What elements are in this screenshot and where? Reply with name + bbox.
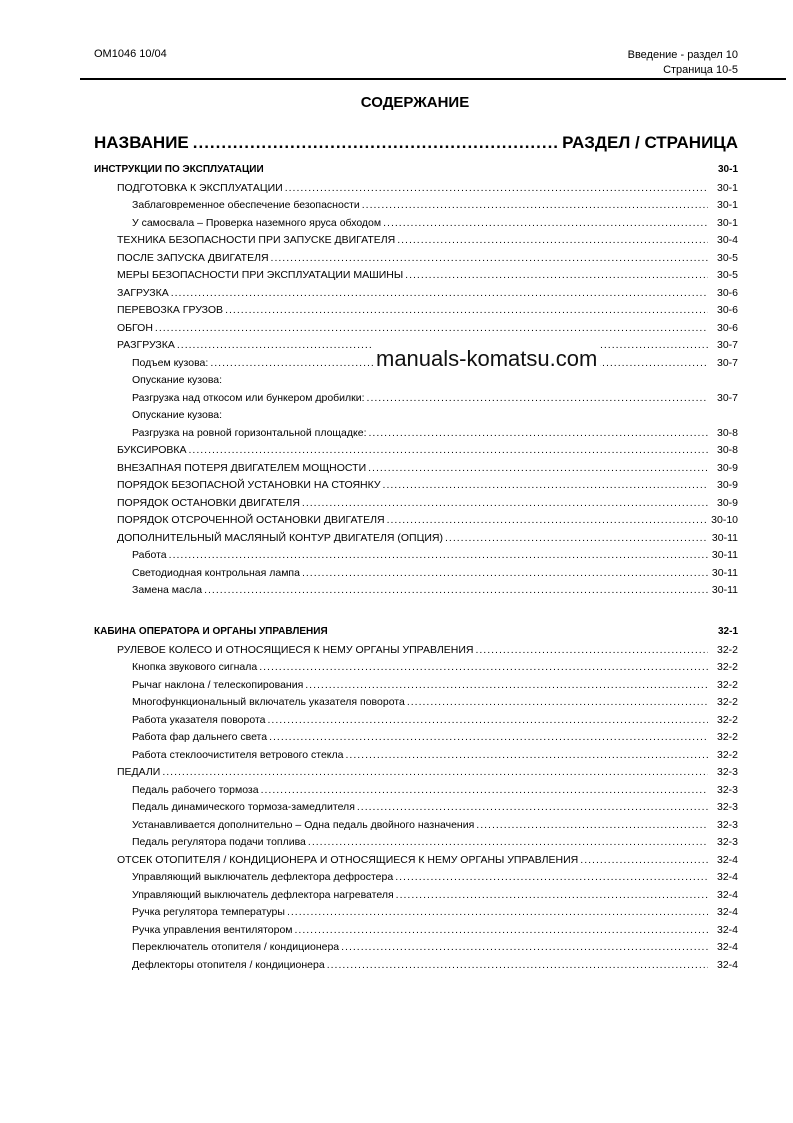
leader-dots bbox=[259, 661, 708, 673]
toc-entry-title: Педаль регулятора подачи топлива bbox=[132, 836, 306, 848]
toc-entry[interactable] bbox=[94, 696, 738, 714]
leader-dots bbox=[169, 549, 708, 561]
toc-entry[interactable] bbox=[94, 462, 738, 480]
toc-entry-page: 30-5 bbox=[716, 251, 738, 264]
toc-entry-title: ПОРЯДОК БЕЗОПАСНОЙ УСТАНОВКИ НА СТОЯНКУ bbox=[117, 479, 381, 491]
toc-entry-title: ВНЕЗАПНАЯ ПОТЕРЯ ДВИГАТЕЛЕМ МОЩНОСТИ bbox=[117, 461, 367, 474]
leader-dots bbox=[302, 497, 708, 509]
toc-entry-page: 30-1 bbox=[716, 216, 738, 229]
toc-entry-page: 32-2 bbox=[716, 731, 738, 743]
leader-dots bbox=[580, 854, 708, 866]
toc-entry-page: 32-3 bbox=[716, 766, 738, 778]
toc-entry-title: ОТСЕК ОТОПИТЕЛЯ / КОНДИЦИОНЕРА И ОТНОСЯЩИЕСЯ К НЕМУ ОРГАНЫ УПРАВЛЕНИЯ bbox=[117, 853, 579, 866]
toc-entry[interactable] bbox=[94, 567, 738, 585]
leader-dots bbox=[225, 304, 708, 316]
leader-dots bbox=[445, 532, 708, 544]
toc-entry[interactable] bbox=[94, 679, 738, 697]
leader-dots bbox=[383, 479, 708, 491]
toc-entry-title: Переключатель отопителя / кондиционера bbox=[132, 941, 340, 953]
leader-dots bbox=[204, 584, 708, 596]
toc-entry-title: Управляющий выключатель дефлектора нагревателя bbox=[132, 888, 394, 901]
toc-entry-page: 32-2 bbox=[716, 696, 738, 708]
toc-entry-page: 32-4 bbox=[716, 853, 738, 866]
toc-entry-page: 30-10 bbox=[711, 514, 738, 526]
toc-entry-title: МЕРЫ БЕЗОПАСНОСТИ ПРИ ЭКСПЛУАТАЦИИ МАШИНЫ bbox=[117, 269, 404, 281]
toc-entry-title: ПЕДАЛИ bbox=[117, 766, 161, 778]
toc-entry-page: 30-6 bbox=[716, 321, 738, 334]
toc-entry-title: ИНСТРУКЦИИ ПО ЭКСПЛУАТАЦИИ bbox=[94, 164, 264, 175]
toc-entry[interactable] bbox=[94, 801, 738, 819]
header-rule bbox=[80, 78, 786, 80]
toc-entry-page: 30-1 bbox=[716, 199, 738, 211]
toc-entry-page: 32-2 bbox=[716, 643, 738, 656]
toc-entry[interactable] bbox=[94, 269, 738, 287]
toc-entry[interactable] bbox=[94, 479, 738, 497]
toc-entry-title: Работа фар дальнего света bbox=[132, 731, 268, 743]
toc-entry-title: ПОСЛЕ ЗАПУСКА ДВИГАТЕЛЯ bbox=[117, 251, 269, 264]
section-line: Введение - раздел 10 bbox=[627, 49, 738, 61]
leader-dots bbox=[396, 889, 708, 901]
page-title: СОДЕРЖАНИЕ bbox=[360, 94, 470, 111]
toc-entry-page: 32-3 bbox=[716, 836, 738, 848]
toc-entry-page: 30-6 bbox=[716, 304, 738, 316]
toc-entry-page: 30-5 bbox=[716, 269, 738, 281]
toc-entry-page: 30-4 bbox=[716, 234, 738, 246]
toc-entry-page: 32-2 bbox=[716, 678, 738, 691]
toc-section-heading[interactable] bbox=[94, 626, 738, 644]
toc-entry[interactable] bbox=[94, 497, 738, 515]
leader-dots bbox=[269, 731, 708, 743]
toc-section-heading[interactable] bbox=[94, 164, 738, 182]
leader-dots bbox=[476, 819, 708, 831]
toc-entry-page: 32-4 bbox=[716, 906, 738, 918]
toc-entry-page: 32-3 bbox=[716, 783, 738, 796]
toc-entry-page: 30-11 bbox=[711, 549, 738, 561]
toc-section-operating-instructions bbox=[94, 164, 738, 602]
toc-entry[interactable] bbox=[94, 392, 738, 410]
toc-entry[interactable] bbox=[94, 854, 738, 872]
column-header bbox=[94, 133, 738, 155]
toc-entry[interactable] bbox=[94, 427, 738, 445]
toc-entry[interactable] bbox=[94, 959, 738, 977]
toc-entry-title: РАЗГРУЗКА bbox=[117, 339, 175, 351]
running-header bbox=[628, 48, 738, 78]
toc-entry-page: 32-4 bbox=[716, 888, 738, 901]
toc-entry[interactable] bbox=[94, 409, 738, 427]
toc-entry-title: Многофункциональный включатель указателя поворота bbox=[132, 696, 405, 708]
toc-entry[interactable] bbox=[94, 374, 738, 392]
leader-dots bbox=[302, 567, 708, 579]
toc-entry-page: 32-4 bbox=[716, 958, 738, 971]
leader-dots bbox=[295, 924, 708, 936]
toc-entry-title: Кнопка звукового сигнала bbox=[132, 661, 258, 673]
leader-dots bbox=[395, 871, 708, 883]
toc-entry-title: Работа стеклоочистителя ветрового стекла bbox=[132, 748, 344, 761]
toc-entry-title: Дефлекторы отопителя / кондиционера bbox=[132, 958, 325, 971]
toc-entry[interactable] bbox=[94, 304, 738, 322]
leader-dots bbox=[271, 252, 708, 264]
toc-entry[interactable] bbox=[94, 322, 738, 340]
toc-entry-page: 32-4 bbox=[716, 941, 738, 953]
page-line: Страница 10-5 bbox=[663, 64, 738, 76]
toc-entry[interactable] bbox=[94, 182, 738, 200]
toc-entry[interactable] bbox=[94, 924, 738, 942]
leader-dots bbox=[397, 234, 708, 246]
toc-entry-title: ПЕРЕВОЗКА ГРУЗОВ bbox=[117, 304, 224, 316]
toc-entry-page: 32-3 bbox=[716, 801, 738, 813]
toc-entry-page: 32-3 bbox=[716, 818, 738, 831]
leader-dots bbox=[155, 322, 708, 334]
leader-dots bbox=[387, 514, 708, 526]
toc-entry-page: 30-7 bbox=[716, 356, 738, 369]
toc-entry-page: 30-11 bbox=[711, 566, 738, 579]
toc-entry-title: ПОРЯДОК ОСТАНОВКИ ДВИГАТЕЛЯ bbox=[117, 496, 300, 509]
leader-dots bbox=[405, 269, 708, 281]
leader-dots bbox=[367, 392, 708, 404]
toc-entry-title: Светодиодная контрольная лампа bbox=[132, 566, 300, 579]
toc-entry-title: Опускание кузова: bbox=[132, 409, 223, 421]
toc-entry[interactable] bbox=[94, 766, 738, 784]
toc-entry-page: 32-4 bbox=[716, 923, 738, 936]
toc-entry[interactable] bbox=[94, 819, 738, 837]
toc-entry-title: Опускание кузова: bbox=[132, 374, 223, 386]
leader-dots bbox=[261, 784, 708, 796]
toc-entry-title: ТЕХНИКА БЕЗОПАСНОСТИ ПРИ ЗАПУСКЕ ДВИГАТЕЛЯ bbox=[117, 234, 396, 246]
toc-entry[interactable] bbox=[94, 836, 738, 854]
toc-entry-title: У самосвала – Проверка наземного яруса обходом bbox=[132, 216, 382, 229]
toc-entry[interactable] bbox=[94, 731, 738, 749]
toc-entry[interactable] bbox=[94, 749, 738, 767]
leader-dots bbox=[475, 644, 708, 656]
toc-entry[interactable] bbox=[94, 871, 738, 889]
leader-dots bbox=[285, 182, 708, 194]
toc-entry-title: Рычаг наклона / телескопирования bbox=[132, 678, 304, 691]
toc-entry-title: Ручка управления вентилятором bbox=[132, 923, 293, 936]
toc-entry-page: 32-2 bbox=[716, 713, 738, 726]
toc-entry-page: 30-7 bbox=[716, 391, 738, 404]
toc-entry[interactable] bbox=[94, 444, 738, 462]
leader-dots bbox=[383, 217, 708, 229]
toc-entry-title: Управляющий выключатель дефлектора дефростера bbox=[132, 871, 394, 883]
toc-entry-title: Подъем кузова: bbox=[132, 356, 209, 369]
toc-entry-title: Педаль рабочего тормоза bbox=[132, 783, 259, 796]
toc-entry-title: Разгрузка над откосом или бункером дробилки: bbox=[132, 391, 365, 404]
toc-entry[interactable] bbox=[94, 784, 738, 802]
leader-dots bbox=[341, 941, 708, 953]
leader-dots bbox=[287, 906, 708, 918]
leader-dots bbox=[345, 749, 708, 761]
toc-entry-title: Разгрузка на ровной горизонтальной площадке: bbox=[132, 426, 367, 439]
toc-entry-title: КАБИНА ОПЕРАТОРА И ОРГАНЫ УПРАВЛЕНИЯ bbox=[94, 626, 328, 637]
toc-entry[interactable] bbox=[94, 941, 738, 959]
leader-dots bbox=[407, 696, 708, 708]
toc-entry-page: 30-9 bbox=[716, 496, 738, 509]
toc-entry-title: БУКСИРОВКА bbox=[117, 444, 187, 456]
leader-dots bbox=[368, 462, 708, 474]
toc-entry-title: Педаль динамического тормоза-замедлителя bbox=[132, 801, 355, 813]
toc-entry-page: 30-9 bbox=[716, 479, 738, 491]
toc-entry-title: Работа указателя поворота bbox=[132, 713, 266, 726]
toc-entry[interactable] bbox=[94, 252, 738, 270]
leader-dots bbox=[189, 444, 708, 456]
column-name-label: НАЗВАНИЕ bbox=[94, 133, 189, 152]
toc-entry-title: ЗАГРУЗКА bbox=[117, 286, 169, 299]
column-section-page-label: РАЗДЕЛ / СТРАНИЦА bbox=[562, 133, 738, 152]
toc-entry-page: 32-2 bbox=[716, 661, 738, 673]
toc-entry-title: Устанавливается дополнительно – Одна педаль двойного назначения bbox=[132, 818, 475, 831]
toc-entry-page: 30-9 bbox=[716, 461, 738, 474]
toc-entry-page: 30-6 bbox=[716, 286, 738, 299]
watermark: manuals-komatsu.com bbox=[373, 346, 600, 372]
toc-entry-page: 30-8 bbox=[716, 426, 738, 439]
toc-entry-title: Работа bbox=[132, 549, 167, 561]
toc-entry-title: Заблаговременное обеспечение безопасности bbox=[132, 199, 360, 211]
toc-entry[interactable] bbox=[94, 644, 738, 662]
toc-section-operator-cab bbox=[94, 626, 738, 976]
toc-entry-title: Ручка регулятора температуры bbox=[132, 906, 285, 918]
toc-entry-page: 32-2 bbox=[716, 748, 738, 761]
leader-dots bbox=[327, 959, 708, 971]
toc-entry[interactable] bbox=[94, 514, 738, 532]
toc-entry[interactable] bbox=[94, 532, 738, 550]
leader-dots bbox=[268, 714, 708, 726]
toc-entry-page: 30-11 bbox=[711, 584, 738, 596]
toc-entry[interactable] bbox=[94, 584, 738, 602]
leader-dots bbox=[171, 287, 708, 299]
leader-dots bbox=[362, 199, 708, 211]
leader-dots bbox=[162, 766, 708, 778]
toc-entry[interactable] bbox=[94, 714, 738, 732]
toc-entry[interactable] bbox=[94, 549, 738, 567]
toc-entry-title: Замена масла bbox=[132, 584, 203, 596]
toc-entry-title: РУЛЕВОЕ КОЛЕСО И ОТНОСЯЩИЕСЯ К НЕМУ ОРГАНЫ УПРАВЛЕНИЯ bbox=[117, 643, 474, 656]
document-code: OM1046 10/04 bbox=[94, 48, 167, 60]
toc-entry-title: ДОПОЛНИТЕЛЬНЫЙ МАСЛЯНЫЙ КОНТУР ДВИГАТЕЛЯ (ОПЦИЯ) bbox=[117, 531, 443, 544]
toc-entry[interactable] bbox=[94, 217, 738, 235]
leader-dots bbox=[305, 679, 708, 691]
toc-entry-page: 30-7 bbox=[716, 339, 738, 351]
leader-dots bbox=[308, 836, 708, 848]
toc-entry-title: ПОДГОТОВКА К ЭКСПЛУАТАЦИИ bbox=[117, 181, 283, 194]
toc-entry-title: ПОРЯДОК ОТСРОЧЕННОЙ ОСТАНОВКИ ДВИГАТЕЛЯ bbox=[117, 514, 385, 526]
leader-dots bbox=[369, 427, 709, 439]
toc-entry-page: 30-1 bbox=[716, 181, 738, 194]
toc-entry[interactable] bbox=[94, 234, 738, 252]
toc-entry[interactable] bbox=[94, 199, 738, 217]
toc-entry[interactable] bbox=[94, 889, 738, 907]
toc-entry[interactable] bbox=[94, 287, 738, 305]
toc-entry-page: 32-1 bbox=[717, 626, 738, 637]
toc-entry[interactable] bbox=[94, 661, 738, 679]
toc-entry-page: 30-11 bbox=[711, 531, 738, 544]
leader-dots bbox=[357, 801, 708, 813]
toc-entry-page: 30-1 bbox=[717, 164, 738, 175]
toc-entry[interactable] bbox=[94, 906, 738, 924]
toc-entry-page: 30-8 bbox=[716, 444, 738, 456]
toc-entry-page: 32-4 bbox=[716, 871, 738, 883]
leader-dots bbox=[193, 133, 558, 153]
toc-entry-title: ОБГОН bbox=[117, 321, 153, 334]
